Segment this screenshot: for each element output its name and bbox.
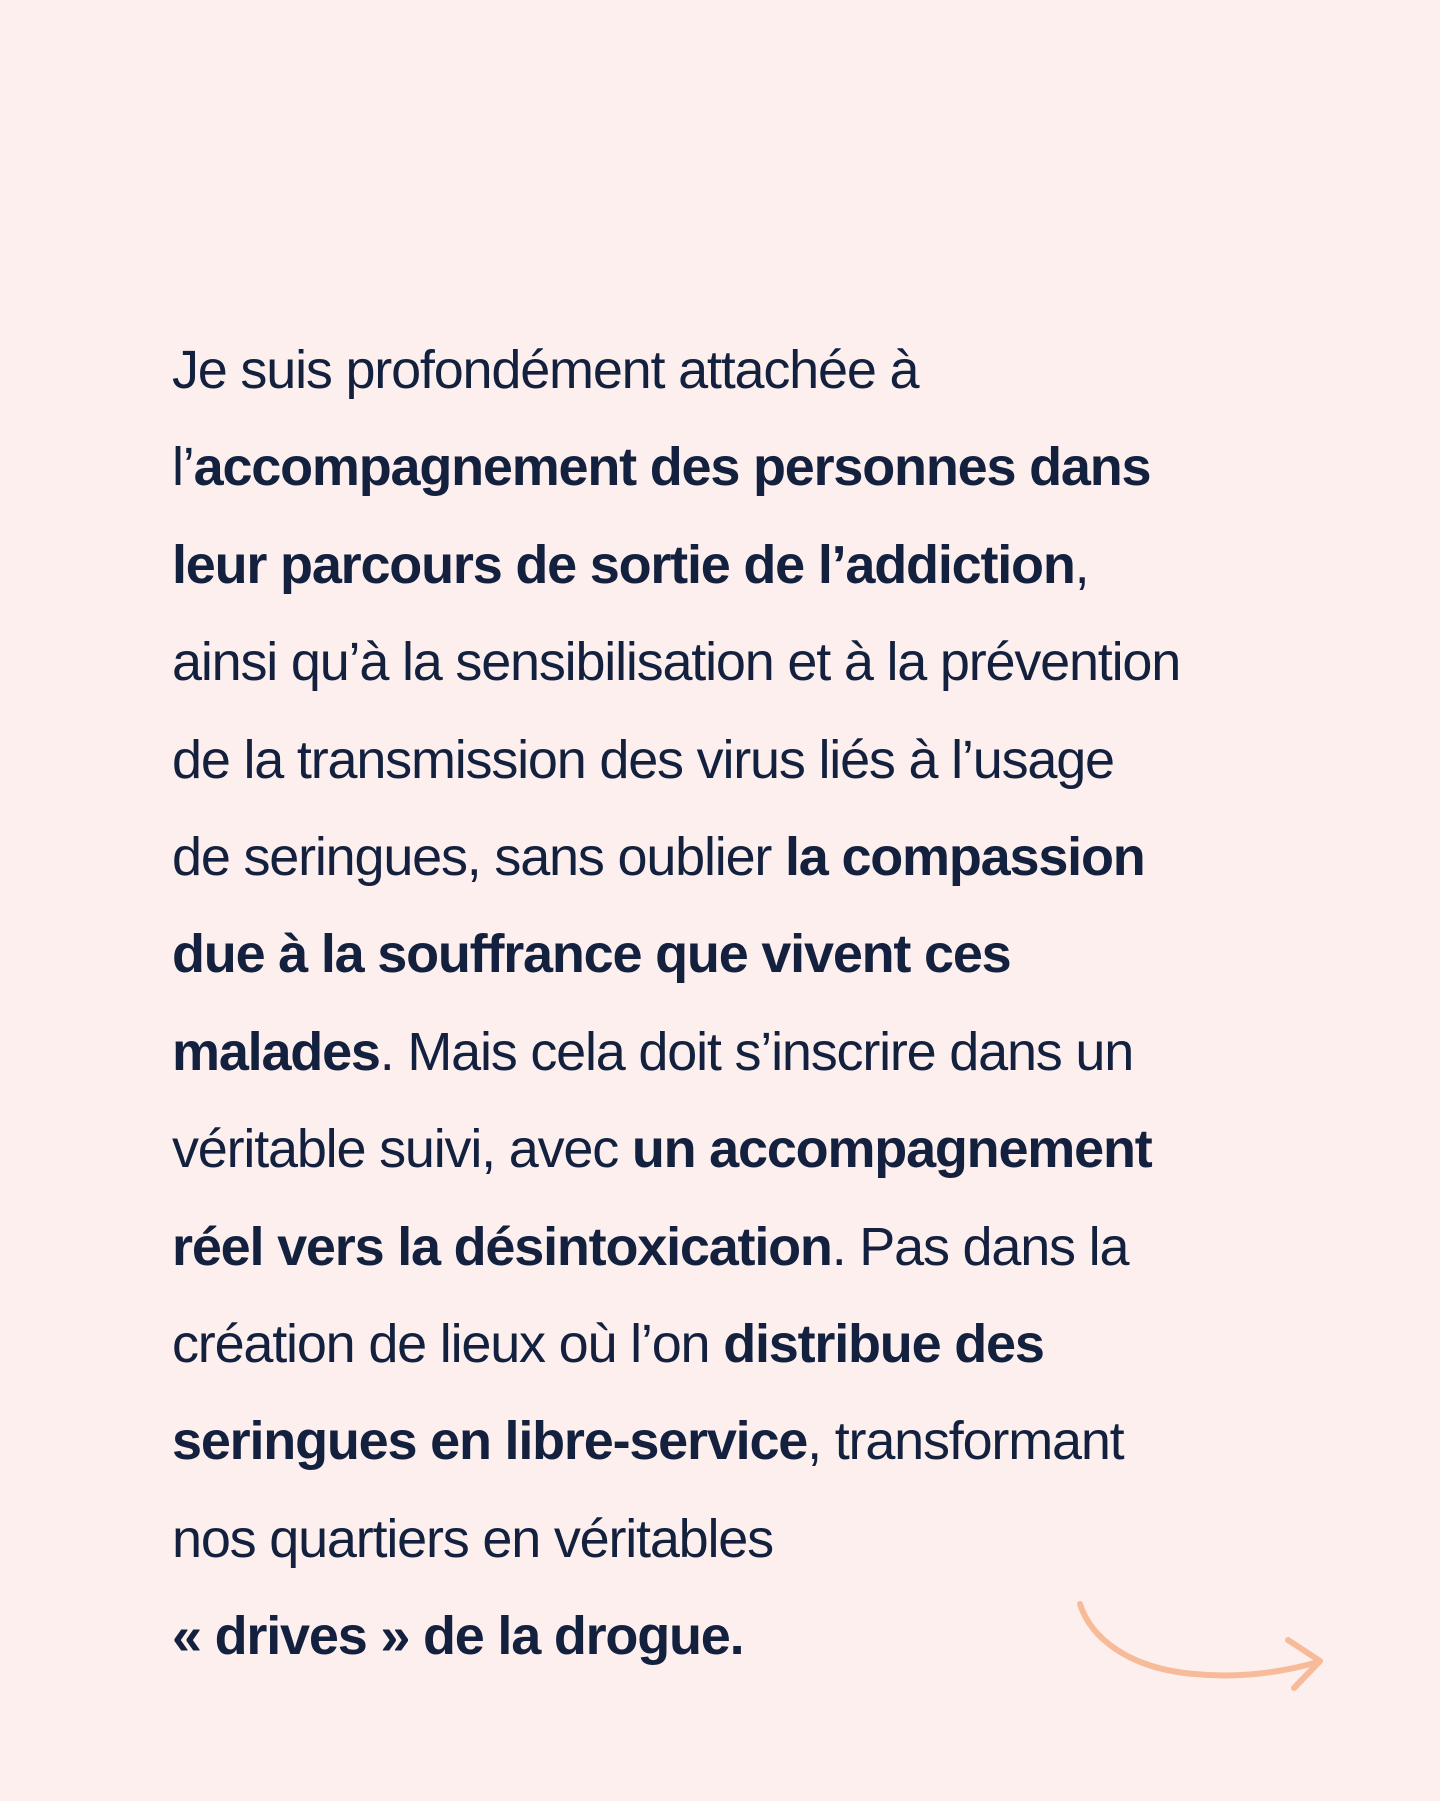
text-segment-bold: réel vers la désintoxication — [172, 1216, 832, 1277]
text-segment-bold: seringues en libre-service — [172, 1411, 808, 1472]
text-segment: véritable suivi, avec — [172, 1119, 632, 1180]
text-line-6 — [172, 809, 1352, 906]
text-segment-bold: distribue des — [723, 1313, 1044, 1374]
text-line-5 — [172, 712, 1352, 809]
text-segment: de seringues, sans oublier — [172, 826, 785, 887]
text-line-3 — [172, 517, 1352, 614]
text-line-7 — [172, 906, 1352, 1003]
text-segment-bold: leur parcours de sortie de l’addiction — [172, 534, 1075, 595]
arrow-shaft — [1080, 1604, 1318, 1676]
text-segment-bold: malades — [172, 1021, 380, 1082]
text-segment-bold: accompagnement des personnes dans — [193, 437, 1151, 498]
text-line-9 — [172, 1101, 1352, 1198]
text-line-13 — [172, 1491, 1352, 1588]
text-segment: l’ — [172, 437, 194, 498]
text-segment: , — [1074, 534, 1089, 595]
text-line-12 — [172, 1393, 1352, 1490]
text-line-8 — [172, 1004, 1352, 1101]
curved-arrow-right-icon — [1066, 1596, 1334, 1706]
text-segment: ainsi qu’à la sensibilisation et à la prévention — [172, 632, 1181, 693]
text-segment: de la transmission des virus liés à l’usage — [172, 729, 1114, 790]
text-segment-bold: un accompagnement — [631, 1119, 1152, 1180]
text-segment: . Mais cela doit s’inscrire dans un — [379, 1021, 1134, 1082]
text-segment-bold: « drives » de la drogue. — [172, 1606, 744, 1667]
text-segment: . Pas dans la — [831, 1216, 1129, 1277]
text-segment: nos quartiers en véritables — [172, 1508, 773, 1569]
text-segment-bold: la compassion — [785, 826, 1145, 887]
text-line-11 — [172, 1296, 1352, 1393]
text-segment-bold: due à la souffrance que vivent ces — [172, 924, 1011, 985]
text-segment: , transformant — [807, 1411, 1124, 1472]
text-line-10 — [172, 1199, 1352, 1296]
text-line-1 — [172, 322, 1352, 419]
quote-text — [172, 322, 1352, 1685]
text-segment: Je suis profondément attachée à — [172, 340, 919, 400]
text-line-2 — [172, 419, 1352, 516]
text-segment: création de lieux où l’on — [172, 1313, 724, 1374]
text-line-4 — [172, 614, 1352, 711]
